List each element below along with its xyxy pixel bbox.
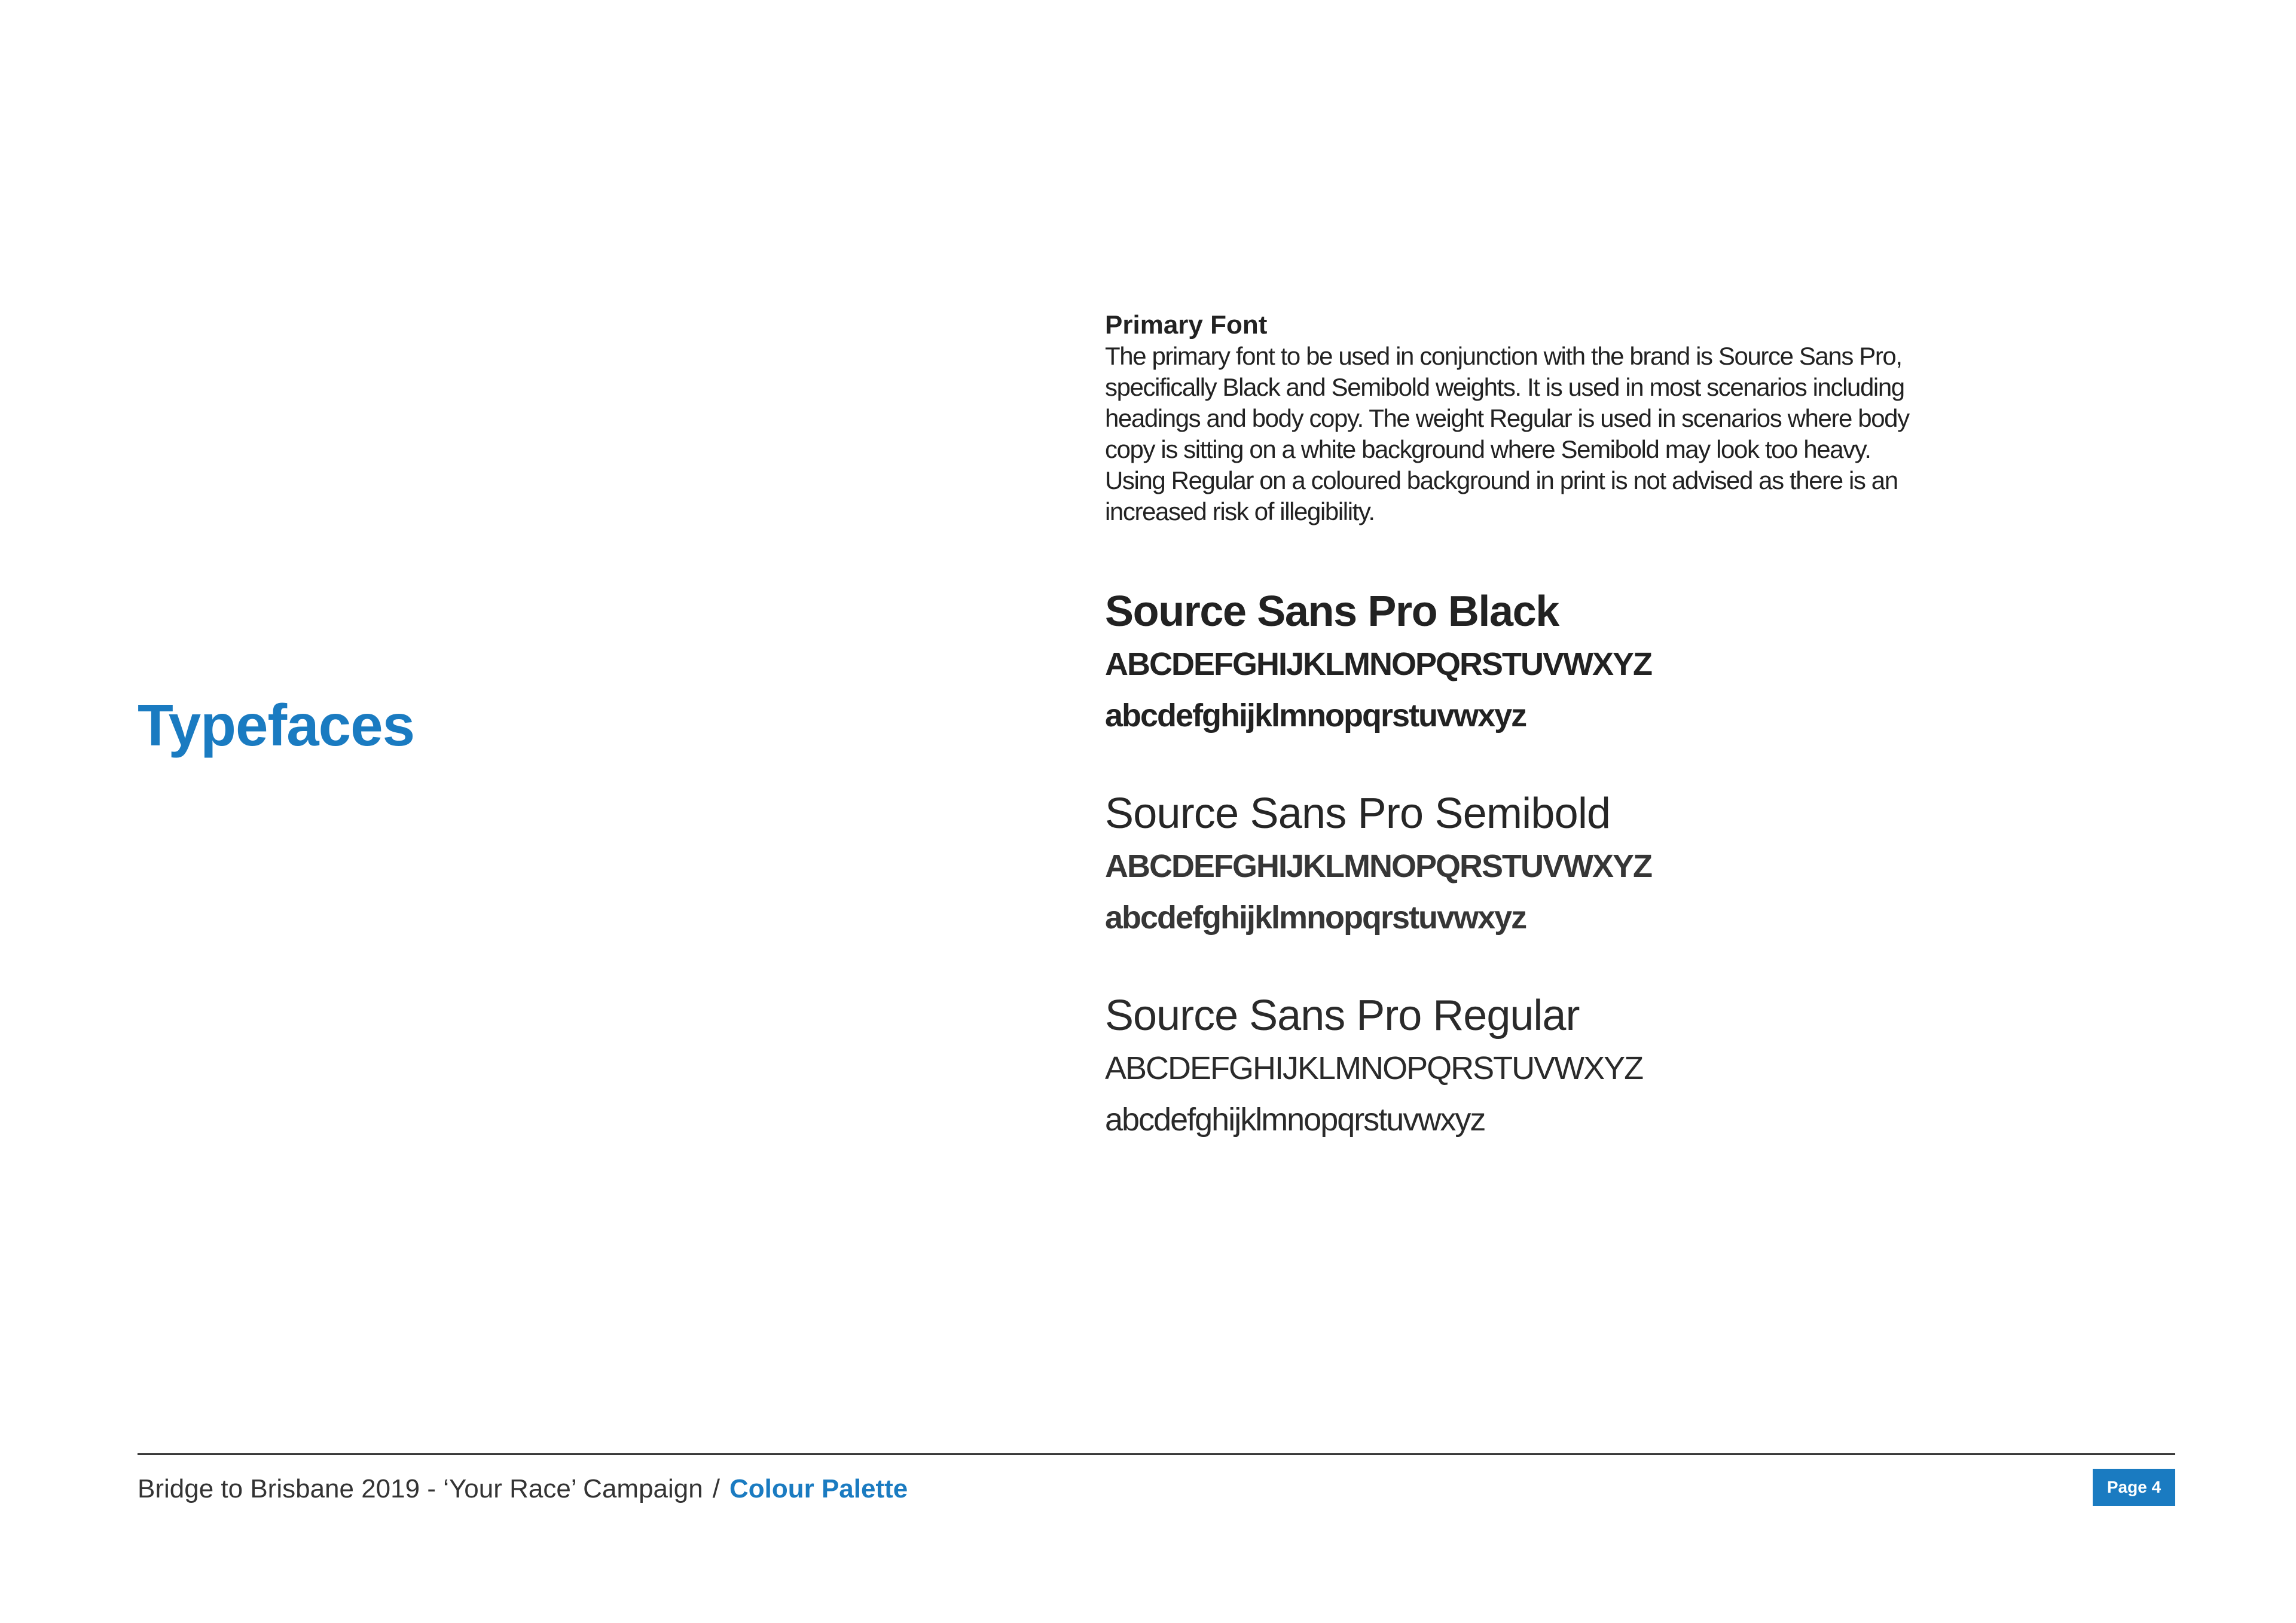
specimen-black-name: Source Sans Pro Black <box>1105 588 1559 635</box>
specimen-regular-lowercase: abcdefghijklmnopqrstuvwxyz <box>1105 1102 1485 1138</box>
specimen-black-uppercase: ABCDEFGHIJKLMNOPQRSTUVWXYZ <box>1105 646 1652 682</box>
footer-separator: / <box>712 1474 720 1503</box>
footer-section-name: Colour Palette <box>729 1474 908 1503</box>
specimen-black <box>1105 585 2002 741</box>
primary-font-intro <box>1105 310 1930 527</box>
specimen-regular-uppercase: ABCDEFGHIJKLMNOPQRSTUVWXYZ <box>1105 1050 1643 1086</box>
footer-divider <box>138 1453 2175 1455</box>
primary-font-heading: Primary Font <box>1105 310 1268 340</box>
specimen-regular <box>1105 989 2002 1145</box>
footer-document-title: Bridge to Brisbane 2019 - ‘Your Race’ Campaign <box>138 1474 703 1503</box>
specimen-semibold-lowercase: abcdefghijklmnopqrstuvwxyz <box>1105 900 1526 936</box>
page-number-badge: Page 4 <box>2093 1469 2175 1506</box>
specimen-semibold-name: Source Sans Pro Semibold <box>1105 790 1611 838</box>
specimen-regular-name: Source Sans Pro Regular <box>1105 992 1580 1040</box>
footer-breadcrumb <box>138 1472 908 1506</box>
specimen-semibold <box>1105 787 2002 943</box>
primary-font-description: The primary font to be used in conjunction with the brand is Source Sans Pro, specifically Black and Semibold weights. It is used in most scenarios including headings and body copy. The weight Regular is used in scenarios where body copy is sitting on a white background where Semibold may look too heavy. Using Regular on a coloured background in print is not advised as there is an increased risk of illegibility. <box>1105 342 1909 525</box>
section-title: Typefaces <box>138 692 415 758</box>
specimen-semibold-uppercase: ABCDEFGHIJKLMNOPQRSTUVWXYZ <box>1105 848 1652 884</box>
specimen-black-lowercase: abcdefghijklmnopqrstuvwxyz <box>1105 698 1526 733</box>
